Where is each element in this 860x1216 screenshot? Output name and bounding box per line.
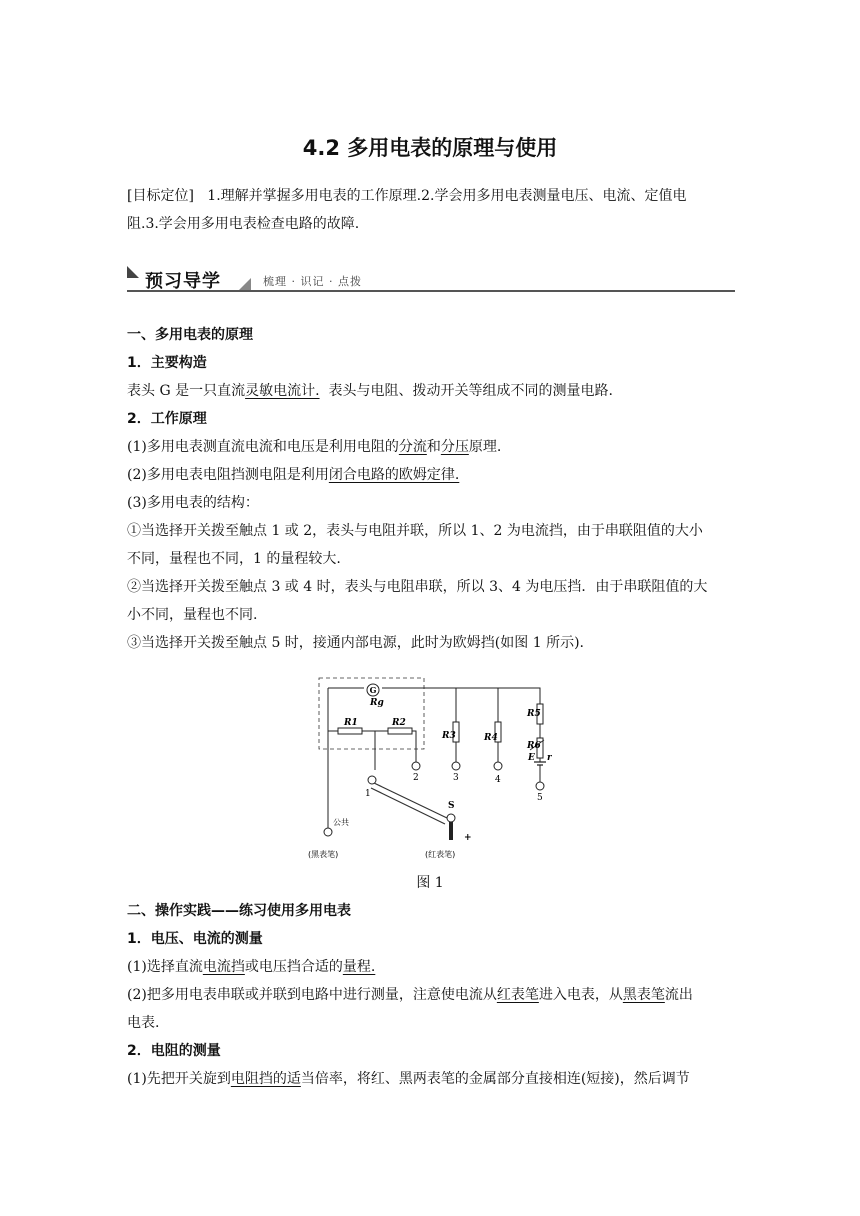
svg-text:R5: R5 — [527, 709, 541, 719]
blank-range: 量程. — [342, 959, 376, 975]
svg-text:R3: R3 — [442, 731, 456, 741]
common-terminal-icon — [324, 828, 332, 836]
svg-text:3: 3 — [453, 773, 459, 783]
banner-left-triangle — [127, 266, 139, 278]
svg-text:1: 1 — [365, 789, 371, 799]
selector-switch-arm — [371, 783, 447, 824]
terminal-4-icon — [494, 762, 502, 770]
banner-subtitle: 梳理 · 识记 · 点拨 — [263, 275, 362, 288]
blank-black-probe: 黑表笔 — [622, 987, 665, 1003]
switch-pivot-icon — [447, 814, 455, 822]
terminal-2-icon — [412, 762, 420, 770]
line-resistance-1: (1)先把开关旋到电阻挡的适当倍率，将红、黑两表笔的金属部分直接相连(短接)，然后调节 — [127, 1071, 690, 1087]
preview-banner — [127, 266, 735, 292]
line-principle-1: (1)多用电表测直流电流和电压是利用电阻的分流和分压原理. — [127, 439, 502, 455]
section-2-heading: 二、操作实践——练习使用多用电表 — [127, 903, 351, 919]
blank-ohms-law: 闭合电路的欧姆定律. — [328, 467, 460, 483]
blank-current-range: 电流挡 — [202, 959, 245, 975]
subheading-structure: 1．主要构造 — [127, 355, 207, 371]
banner-right-triangle — [239, 278, 251, 290]
blank-red-probe: 红表笔 — [496, 987, 539, 1003]
svg-text:G: G — [369, 685, 377, 695]
line-structure-heading: (3)多用电表的结构： — [127, 495, 259, 511]
line-measure-2: (2)把多用电表串联或并联到电路中进行测量，注意使电流从红表笔进入电表，从黑表笔流出 — [127, 987, 693, 1003]
svg-text:(红表笔): (红表笔) — [425, 850, 456, 859]
battery-icon — [534, 762, 546, 765]
red-probe-plug-icon — [449, 822, 453, 840]
section-2 — [127, 897, 739, 1093]
terminal-5-icon — [536, 782, 544, 790]
line-measure-1: (1)选择直流电流挡或电压挡合适的量程. — [127, 959, 376, 975]
svg-text:公共: 公共 — [333, 818, 349, 827]
banner-rule — [127, 290, 735, 292]
section-1-heading: 一、多用电表的原理 — [127, 327, 253, 343]
page-title: 4.2 多用电表的原理与使用 — [302, 136, 558, 160]
subheading-resistance: 2．电阻的测量 — [127, 1043, 221, 1059]
svg-text:+: + — [464, 833, 472, 843]
line-ohm: ③当选择开关拨至触点 5 时，接通内部电源，此时为欧姆挡(如图 1 所示). — [127, 635, 584, 651]
svg-text:S: S — [448, 801, 455, 811]
goal-text-1: 1.理解并掌握多用电表的工作原理.2.学会用多用电表测量电压、电流、定值电 — [207, 188, 687, 204]
svg-text:r: r — [547, 753, 552, 763]
subheading-voltage-current: 1．电压、电流的测量 — [127, 931, 263, 947]
line-voltage-1: ②当选择开关拨至触点 3 或 4 时，表头与电阻串联，所以 3、4 为电压挡．由于串联阻值的大 — [127, 579, 708, 595]
resistor-r2-icon — [388, 728, 412, 734]
svg-text:(黑表笔): (黑表笔) — [308, 850, 339, 859]
subheading-principle: 2．工作原理 — [127, 411, 207, 427]
banner-label: 预习导学 — [145, 271, 221, 292]
line-current-1: ①当选择开关拨至触点 1 或 2，表头与电阻并联，所以 1、2 为电流挡，由于串联阻值的大小 — [127, 523, 703, 539]
section-1 — [127, 321, 739, 657]
blank-galvanometer: 灵敏电流计. — [245, 383, 320, 399]
goal-text-2: 阻.3.学会用多用电表检查电路的故障. — [127, 216, 360, 232]
svg-text:Rg: Rg — [370, 698, 384, 708]
line-structure: 表头 G 是一只直流灵敏电流计. 表头与电阻、拨动开关等组成不同的测量电路. — [127, 383, 613, 399]
terminal-3-icon — [452, 762, 460, 770]
line-voltage-2: 小不同，量程也不同. — [127, 607, 258, 623]
line-current-2: 不同，量程也不同，1 的量程较大. — [127, 551, 341, 567]
svg-text:5: 5 — [537, 793, 543, 803]
svg-text:R1: R1 — [344, 718, 358, 728]
resistor-r1-icon — [338, 728, 362, 734]
svg-text:2: 2 — [413, 773, 419, 783]
svg-text:E: E — [528, 753, 535, 763]
line-measure-3: 电表. — [127, 1015, 160, 1031]
svg-text:R6: R6 — [527, 741, 541, 751]
figure-caption: 图 1 — [416, 875, 444, 891]
multimeter-circuit-diagram — [308, 674, 552, 870]
blank-shunt: 分流 — [398, 439, 427, 455]
blank-divider: 分压 — [440, 439, 469, 455]
line-principle-2: (2)多用电表电阻挡测电阻是利用闭合电路的欧姆定律. — [127, 467, 460, 483]
svg-text:4: 4 — [495, 775, 501, 785]
blank-ohm-range: 电阻挡的适 — [230, 1071, 301, 1087]
svg-text:R2: R2 — [392, 718, 406, 728]
svg-text:R4: R4 — [484, 733, 498, 743]
goal-label: [目标定位] — [127, 188, 194, 204]
goal-paragraph — [127, 182, 739, 238]
